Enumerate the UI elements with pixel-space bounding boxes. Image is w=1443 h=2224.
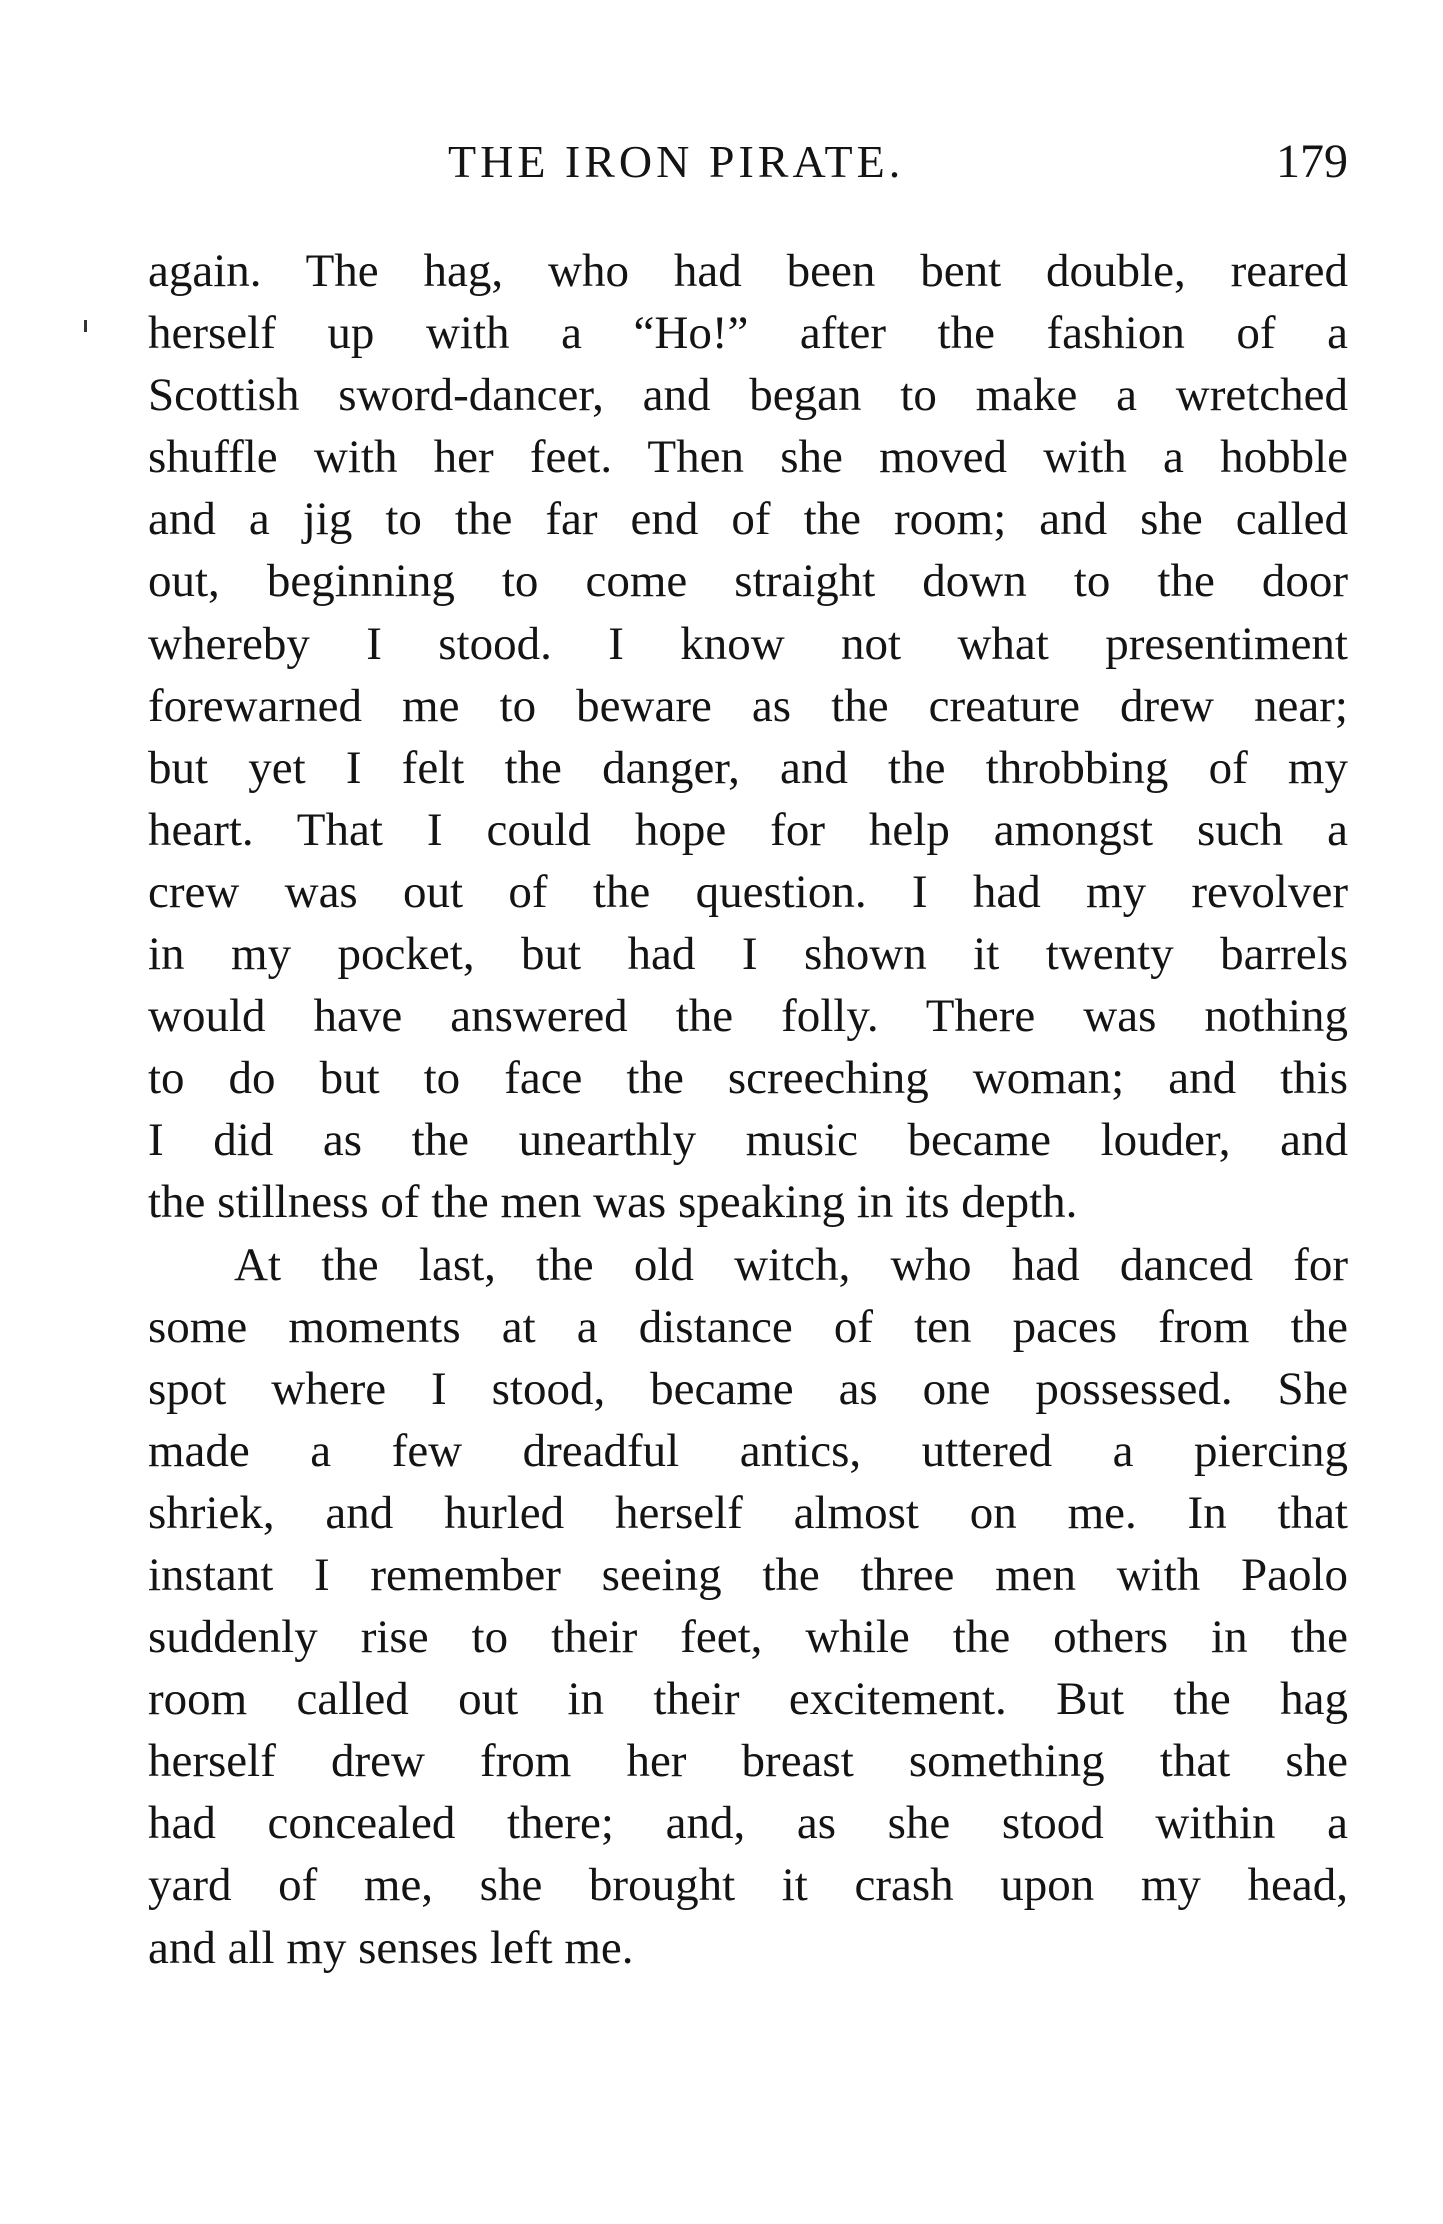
text-line: made a few dreadful antics, uttered a piercing: [148, 1424, 1348, 1477]
text-line: and all my senses left me.: [148, 1921, 634, 1974]
margin-mark: [84, 320, 87, 332]
body-text: [148, 240, 1348, 1979]
text-line: but yet I felt the danger, and the throbbing of my: [148, 741, 1348, 794]
text-line: I did as the unearthly music became louder, and: [148, 1114, 1348, 1167]
text-line: room called out in their excitement. But the hag: [148, 1673, 1348, 1726]
text-line: herself up with a “Ho!” after the fashion of a: [148, 307, 1348, 360]
text-line: some moments at a distance of ten paces from the: [148, 1300, 1348, 1353]
paragraph-1: [148, 240, 1348, 1234]
text-line: in my pocket, but had I shown it twenty barrels: [148, 928, 1348, 981]
text-line: the stillness of the men was speaking in its depth.: [148, 1176, 1078, 1229]
text-line: yard of me, she brought it crash upon my head,: [148, 1859, 1348, 1912]
text-line: At the last, the old witch, who had danced for: [234, 1238, 1348, 1291]
text-line: crew was out of the question. I had my revolver: [148, 865, 1348, 918]
text-line: shuffle with her feet. Then she moved with a hobble: [148, 431, 1348, 484]
text-line: spot where I stood, became as one possessed. She: [148, 1362, 1348, 1415]
text-line: whereby I stood. I know not what presentiment: [148, 617, 1348, 670]
text-line: would have answered the folly. There was nothing: [148, 990, 1348, 1043]
text-line: out, beginning to come straight down to the door: [148, 555, 1348, 608]
page-number: 179: [1276, 135, 1348, 188]
text-line: heart. That I could hope for help amongst such a: [148, 803, 1348, 856]
running-title: THE IRON PIRATE.: [448, 136, 905, 187]
text-line: had concealed there; and, as she stood within a: [148, 1797, 1348, 1850]
text-line: shriek, and hurled herself almost on me. In that: [148, 1486, 1348, 1539]
text-line: forewarned me to beware as the creature drew near;: [148, 679, 1348, 732]
text-line: herself drew from her breast something that she: [148, 1735, 1348, 1788]
text-line: and a jig to the far end of the room; and she called: [148, 493, 1348, 546]
text-line: to do but to face the screeching woman; and this: [148, 1052, 1348, 1105]
running-head: [148, 132, 1348, 202]
text-line: Scottish sword-dancer, and began to make a wretched: [148, 369, 1348, 422]
text-line: suddenly rise to their feet, while the others in the: [148, 1611, 1348, 1664]
paragraph-2: [148, 1234, 1348, 1979]
text-line: again. The hag, who had been bent double, reared: [148, 245, 1348, 297]
text-line: instant I remember seeing the three men with Paolo: [148, 1548, 1348, 1601]
